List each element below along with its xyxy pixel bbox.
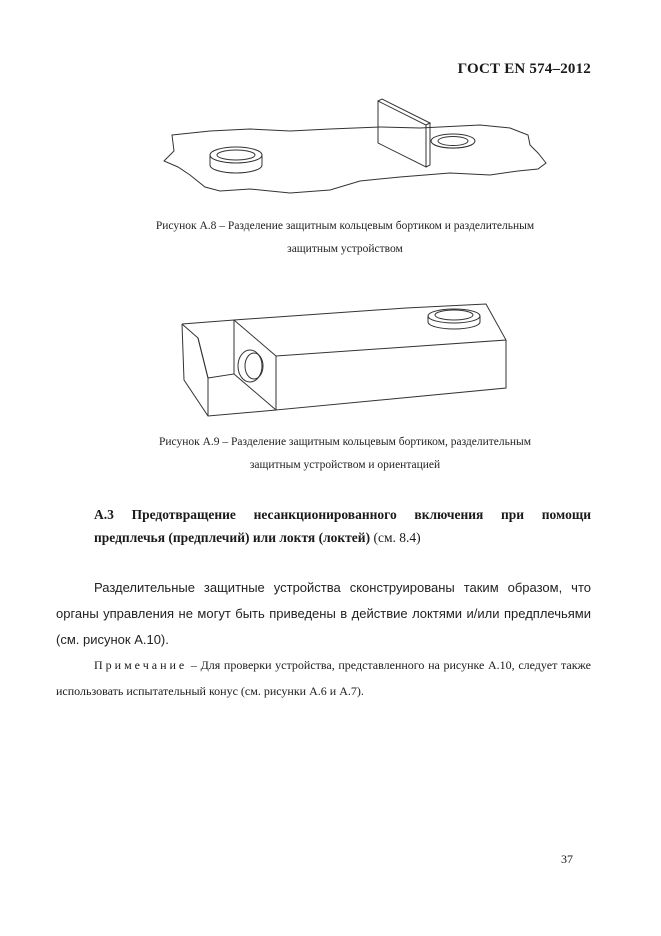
page-number: 37 [561, 852, 573, 866]
document-id: ГОСТ EN 574–2012 [457, 61, 591, 77]
figure-a9-caption-line1: Рисунок A.9 – Разделение защитным кольцевым бортиком, разделительным [158, 436, 532, 448]
figure-a8-drawing [150, 95, 560, 205]
top-button [428, 309, 480, 329]
side-button [238, 350, 263, 382]
figure-a9-drawing [176, 298, 516, 424]
surface-outline [164, 125, 546, 193]
section-title: Предотвращение несанкционированного включения при помощи предплечья (предплечий) или локтя (локтей) [94, 507, 591, 545]
figure-a9-caption [80, 431, 610, 477]
section-heading [94, 503, 591, 549]
ring-guard-left [210, 147, 262, 173]
housing-top [182, 304, 506, 356]
body-paragraph-text: Разделительные защитные устройства сконструированы таким образом, что органы управления не могут быть приведены в действие локтями и/или предплечьями (см. рисунок A.10). [56, 580, 591, 647]
figure-a9-caption-line2: защитным устройством и ориентацией [249, 459, 441, 471]
body-paragraph [56, 575, 591, 653]
section-number: A.3 [94, 507, 114, 522]
note-label: Примечание [94, 658, 188, 672]
note [56, 652, 591, 704]
figure-a8-caption [80, 215, 610, 261]
note-text: – Для проверки устройства, представленного на рисунке A.10, следует также использовать испытательный конус (см. рисунки A.6 и A.7). [56, 658, 591, 698]
section-reference: (см. 8.4) [373, 530, 421, 545]
ring-guard-right [431, 134, 475, 148]
housing-front [276, 340, 506, 410]
separating-barrier [378, 99, 430, 167]
figure-a8-caption-line2: защитным устройством [287, 243, 403, 255]
figure-a8-caption-line1: Рисунок A.8 – Разделение защитным кольцевым бортиком и разделительным [155, 220, 535, 232]
